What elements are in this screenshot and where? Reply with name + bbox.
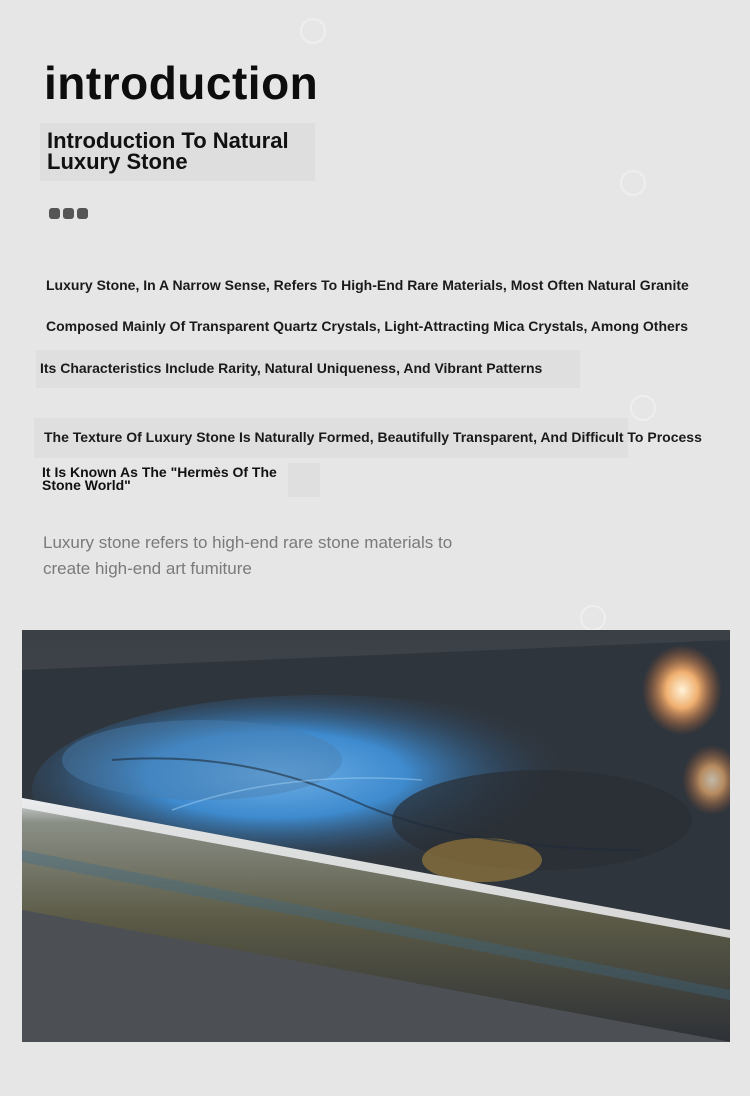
intro-line-1: Luxury Stone, In A Narrow Sense, Refers To High-End Rare Materials, Most Often Natural Granite	[46, 277, 689, 293]
dot	[49, 208, 60, 219]
watermark	[580, 605, 606, 631]
intro-line-4: The Texture Of Luxury Stone Is Naturally Formed, Beautifully Transparent, And Difficult To Process	[44, 429, 702, 445]
watermark-icon	[300, 18, 326, 44]
intro-line-2: Composed Mainly Of Transparent Quartz Crystals, Light-Attracting Mica Crystals, Among Others	[46, 318, 689, 334]
dot	[77, 208, 88, 219]
intro-line-3: Its Characteristics Include Rarity, Natural Uniqueness, And Vibrant Patterns	[40, 360, 543, 376]
stone-photo	[22, 630, 730, 1042]
dot	[63, 208, 74, 219]
watermark-icon	[630, 395, 656, 421]
labradorite-slab-image	[22, 630, 730, 1042]
page-title: introduction	[44, 57, 319, 109]
decorative-dots	[49, 208, 88, 219]
watermark	[620, 170, 646, 196]
watermark	[630, 395, 656, 421]
watermark	[300, 18, 326, 44]
description: Luxury stone refers to high-end rare stone materials to create high-end art fumiture	[43, 533, 453, 578]
watermark-icon	[580, 605, 606, 631]
watermark-icon	[620, 170, 646, 196]
section-subtitle: Introduction To Natural Luxury Stone	[47, 128, 289, 174]
hermes-tagline: It Is Known As The "Hermès Of The Stone World"	[42, 464, 277, 493]
